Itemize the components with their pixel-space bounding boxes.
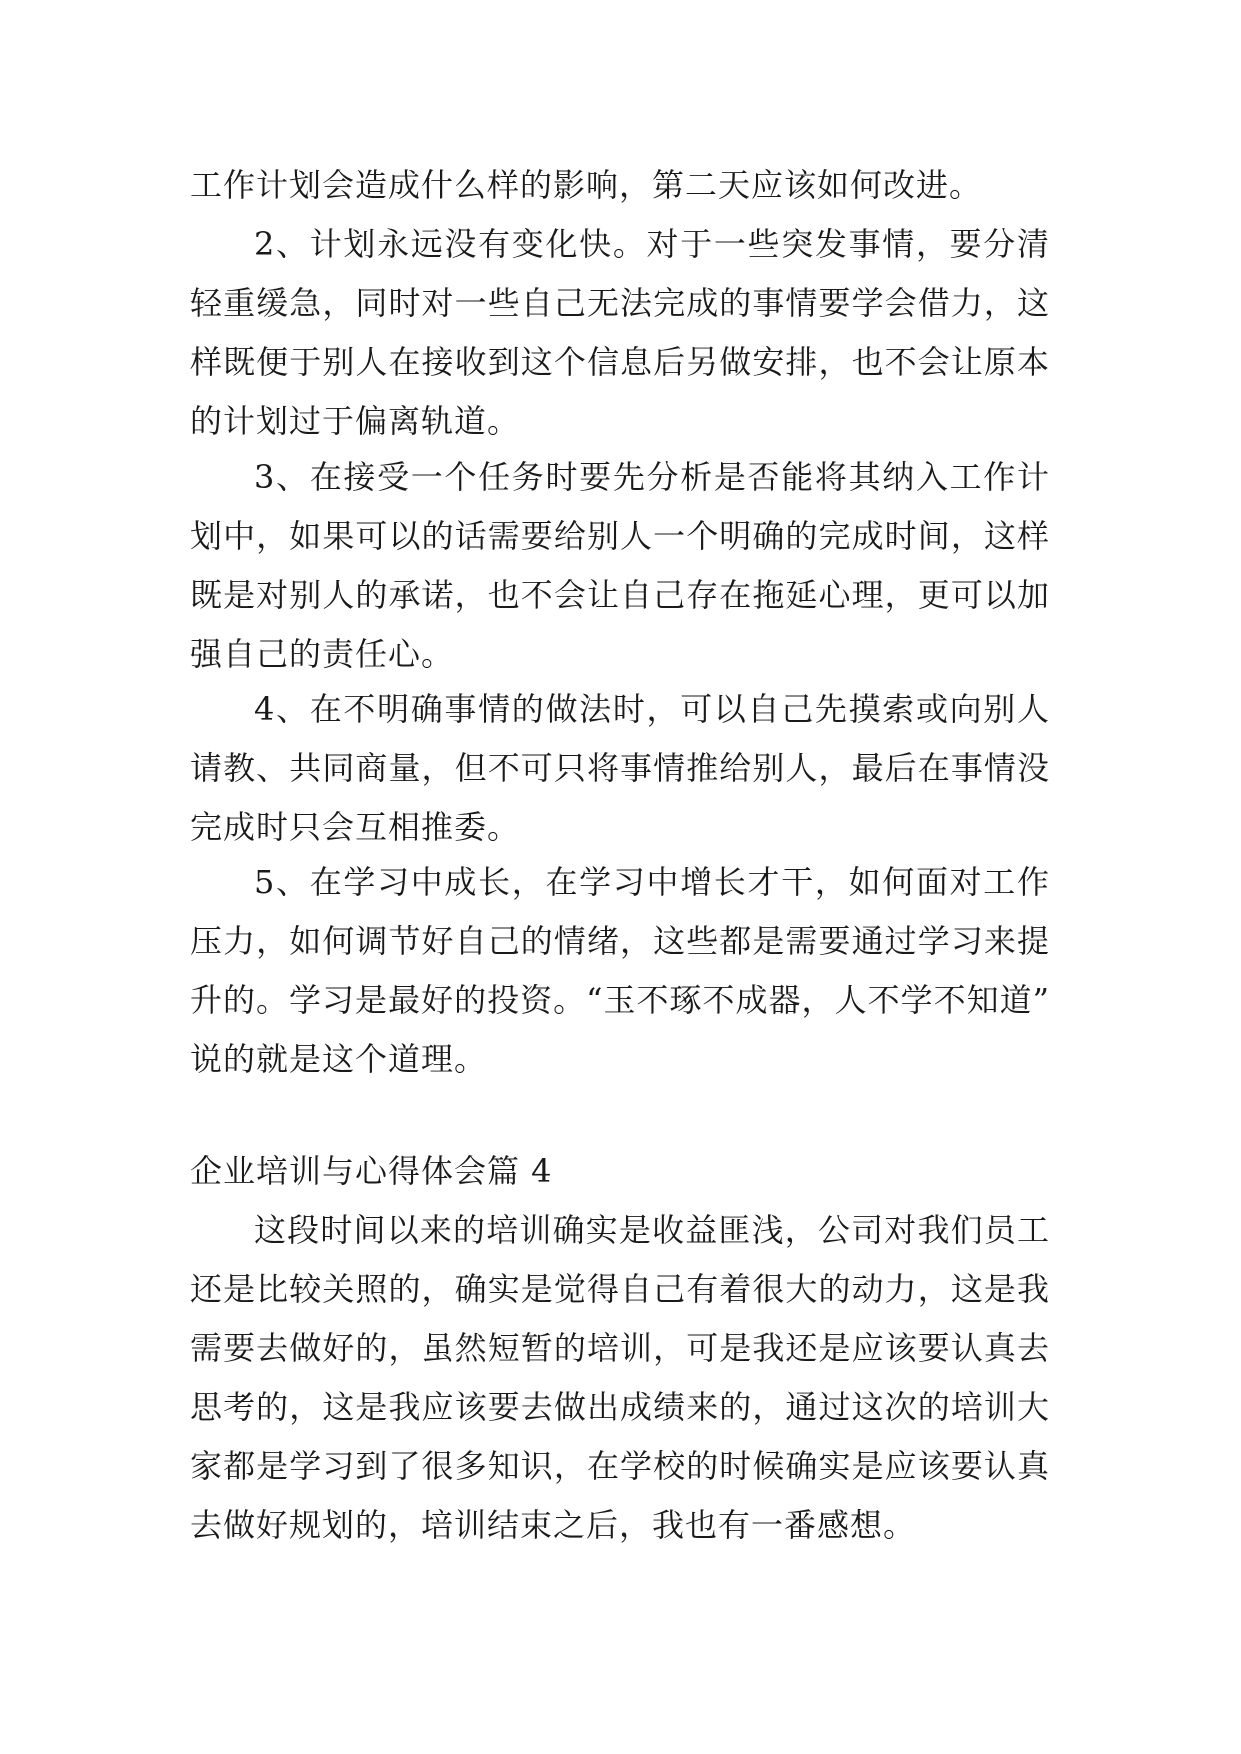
paragraph-line: 轻重缓急，同时对一些自己无法完成的事情要学会借力，这 <box>190 284 1050 322</box>
list-item-2 <box>190 215 1050 451</box>
section-heading: 企业培训与心得体会篇 4 <box>190 1152 553 1190</box>
paragraph-line: 既是对别人的承诺，也不会让自己存在拖延心理，更可以加 <box>190 576 1050 614</box>
paragraph-line: 3、在接受一个任务时要先分析是否能将其纳入工作计 <box>254 458 1050 496</box>
paragraph-line: 这段时间以来的培训确实是收益匪浅，公司对我们员工 <box>254 1211 1050 1249</box>
paragraph-line: 去做好规划的，培训结束之后，我也有一番感想。 <box>190 1506 917 1544</box>
list-item-4 <box>190 680 1050 857</box>
paragraph-line: 工作计划会造成什么样的影响，第二天应该如何改进。 <box>190 166 983 204</box>
paragraph-line: 划中，如果可以的话需要给别人一个明确的完成时间，这样 <box>190 517 1050 555</box>
list-item-5 <box>190 853 1050 1089</box>
paragraph-line: 2、计划永远没有变化快。对于一些突发事情，要分清 <box>254 225 1050 263</box>
paragraph-line: 4、在不明确事情的做法时，可以自己先摸索或向别人 <box>254 690 1050 728</box>
section-paragraph <box>190 1201 1050 1555</box>
paragraph-line: 需要去做好的，虽然短暂的培训，可是我还是应该要认真去 <box>190 1329 1050 1367</box>
paragraph-line: 完成时只会互相推委。 <box>190 808 521 846</box>
paragraph-line: 的计划过于偏离轨道。 <box>190 402 521 440</box>
paragraph-line: 说的就是这个道理。 <box>190 1040 488 1078</box>
paragraph-line: 请教、共同商量，但不可只将事情推给别人，最后在事情没 <box>190 749 1050 787</box>
paragraph-line: 升的。学习是最好的投资。“玉不琢不成器，人不学不知道” <box>190 981 1050 1019</box>
paragraph-line: 样既便于别人在接收到这个信息后另做安排，也不会让原本 <box>190 343 1050 381</box>
paragraph-line: 5、在学习中成长，在学习中增长才干，如何面对工作 <box>254 863 1050 901</box>
paragraph-line: 强自己的责任心。 <box>190 635 455 673</box>
paragraph-line: 家都是学习到了很多知识，在学校的时候确实是应该要认真 <box>190 1447 1050 1485</box>
paragraph-line: 还是比较关照的，确实是觉得自己有着很大的动力，这是我 <box>190 1270 1050 1308</box>
paragraph-line: 压力，如何调节好自己的情绪，这些都是需要通过学习来提 <box>190 922 1050 960</box>
continuation-paragraph <box>190 156 1050 215</box>
paragraph-line: 思考的，这是我应该要去做出成绩来的，通过这次的培训大 <box>190 1388 1050 1426</box>
list-item-3 <box>190 448 1050 684</box>
